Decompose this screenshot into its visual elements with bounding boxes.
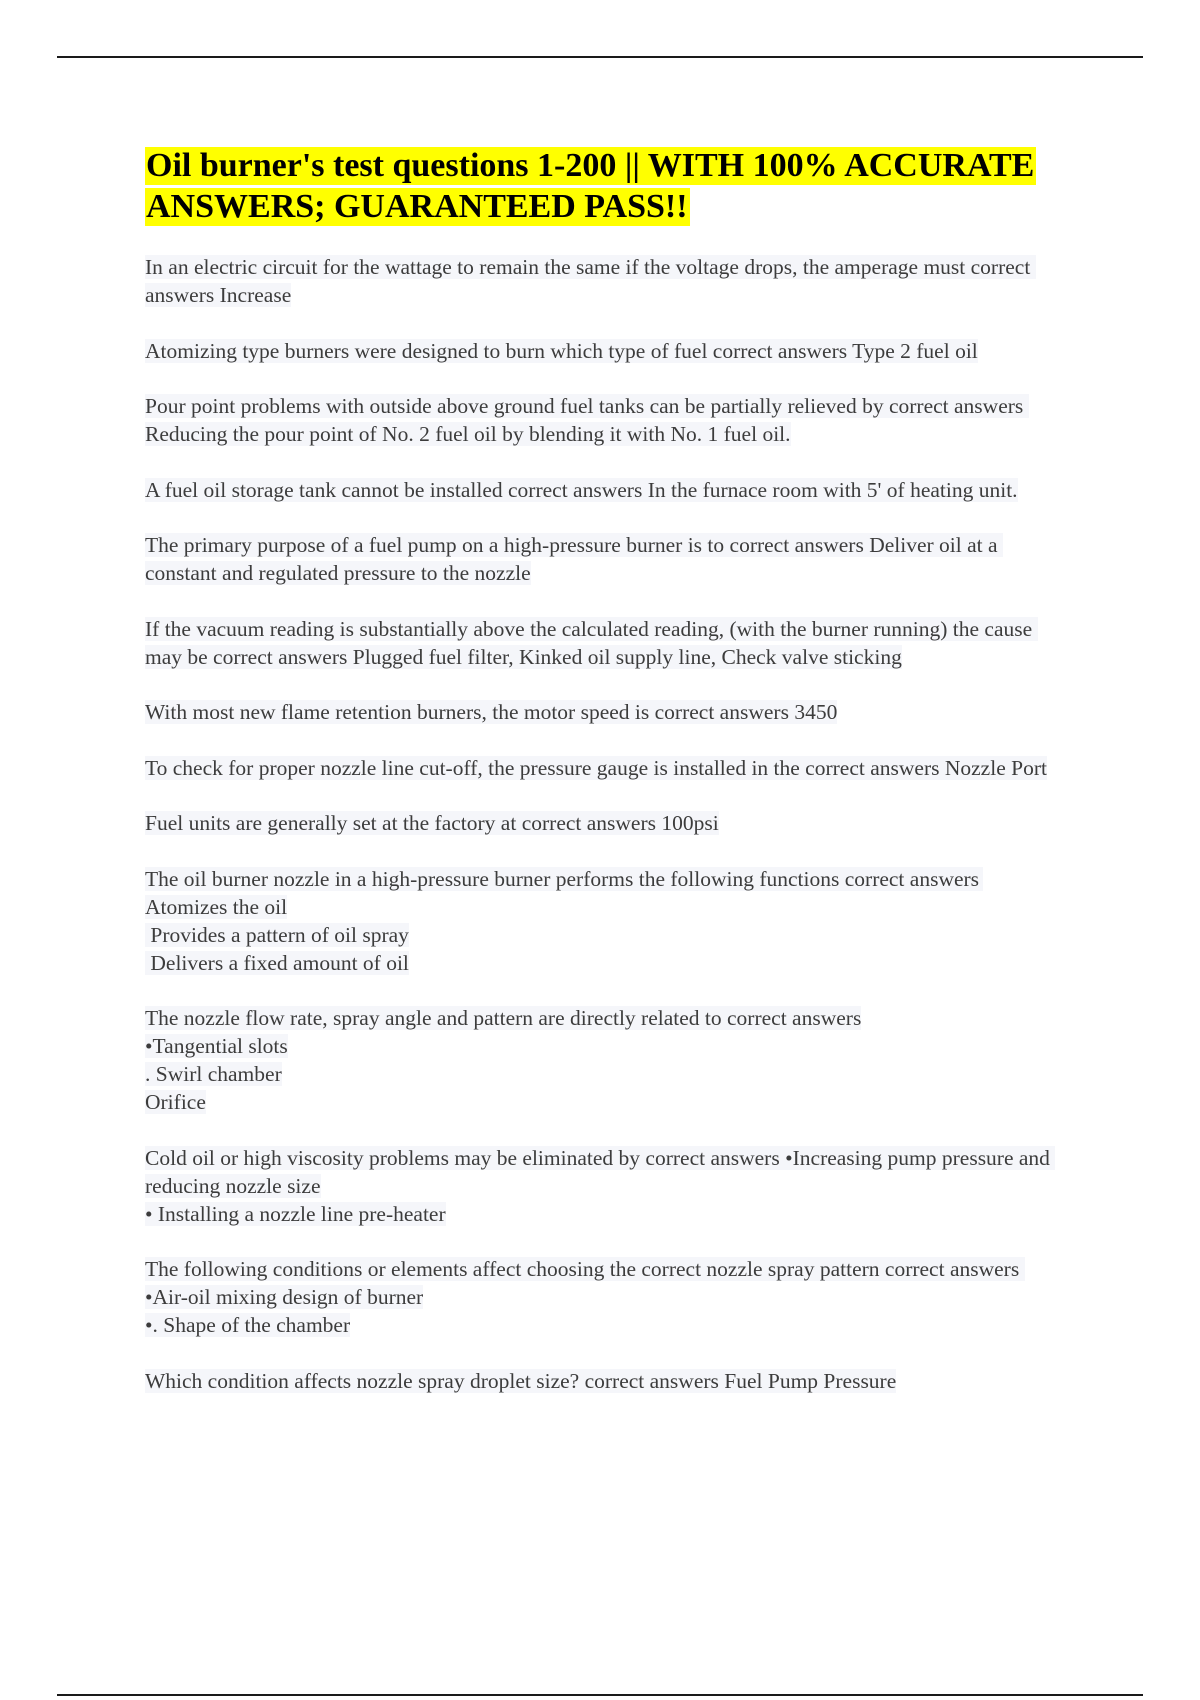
question-text: Fuel units are generally set at the factory at correct answers 100psi (145, 811, 719, 835)
question-text: The nozzle flow rate, spray angle and pattern are directly related to correct answers (145, 1006, 862, 1030)
document-title: Oil burner's test questions 1-200 || WITH 100% ACCURATE ANSWERS; GUARANTEED PASS!! (146, 147, 1035, 225)
question-text-line (145, 921, 1060, 949)
question-text-line (145, 615, 1060, 671)
question-answer-item (145, 1255, 1060, 1339)
question-answer-item (145, 698, 1060, 726)
question-text: Which condition affects nozzle spray droplet size? correct answers Fuel Pump Pressure (145, 1368, 897, 1393)
question-text-line (145, 809, 1060, 837)
question-answer-item (145, 253, 1060, 309)
question-text-line (145, 1060, 1060, 1088)
question-text: •Tangential slots (145, 1034, 288, 1058)
question-text-line (145, 253, 1060, 309)
question-text-line (145, 754, 1060, 782)
question-answer-item (145, 754, 1060, 782)
question-answer-item (145, 1144, 1060, 1228)
question-text-line (145, 531, 1060, 587)
question-text: Atomizing type burners were designed to burn which type of fuel correct answers Type 2 fuel oil (145, 338, 978, 363)
question-answer-item (145, 476, 1060, 504)
bottom-divider (57, 1694, 1143, 1696)
question-text-line (145, 337, 1060, 365)
top-divider (57, 56, 1143, 58)
question-text-line (145, 1088, 1060, 1116)
question-text-line (145, 865, 1060, 921)
document-body (145, 145, 1060, 1422)
question-text: The oil burner nozzle in a high-pressure burner performs the following functions correct answers Atomizes the oil (145, 866, 984, 919)
question-text: The primary purpose of a fuel pump on a high-pressure burner is to correct answers Deliver oil at a constant and regulated pressure to the nozzle (145, 533, 1003, 585)
question-text-line (145, 476, 1060, 504)
question-text: Delivers a fixed amount of oil (145, 950, 409, 975)
question-answer-item (145, 392, 1060, 448)
question-text: With most new flame retention burners, the motor speed is correct answers 3450 (145, 700, 838, 724)
question-text-line (145, 1200, 1060, 1228)
question-answer-item (145, 809, 1060, 837)
question-answer-item (145, 615, 1060, 671)
question-text: The following conditions or elements affect choosing the correct nozzle spray pattern correct answers •Air-oil mixing design of burner (145, 1257, 1025, 1309)
question-text-line (145, 1004, 1060, 1032)
question-text: In an electric circuit for the wattage to remain the same if the voltage drops, the amperage must correct answers Increase (145, 255, 1036, 307)
question-text-line (145, 949, 1060, 977)
question-text-line (145, 1255, 1060, 1311)
question-answer-item (145, 1367, 1060, 1395)
question-text-line (145, 1367, 1060, 1395)
question-text-line (145, 1144, 1060, 1200)
question-text: • Installing a nozzle line pre-heater (145, 1201, 446, 1226)
question-answer-item (145, 1004, 1060, 1116)
question-text: Pour point problems with outside above ground fuel tanks can be partially relieved by correct answers Reducing the pour point of No. 2 fuel oil by blending it with No. 1 fuel oil. (145, 394, 1029, 446)
question-list (145, 253, 1060, 1395)
question-text: If the vacuum reading is substantially above the calculated reading, (with the burner running) the cause may be correct answers Plugged fuel filter, Kinked oil supply line, Check valve sticking (145, 616, 1038, 669)
question-answer-item (145, 337, 1060, 365)
question-text-line (145, 1032, 1060, 1060)
question-answer-item (145, 865, 1060, 977)
question-text-line (145, 1311, 1060, 1339)
question-text: To check for proper nozzle line cut-off, the pressure gauge is installed in the correct answers Nozzle Port (145, 755, 1047, 780)
question-text: Provides a pattern of oil spray (145, 922, 409, 947)
question-text-line (145, 698, 1060, 726)
question-text: Orifice (145, 1090, 206, 1114)
question-answer-item (145, 531, 1060, 587)
question-text: Cold oil or high viscosity problems may be eliminated by correct answers •Increasing pump pressure and reducing nozzle size (145, 1145, 1056, 1198)
question-text-line (145, 392, 1060, 448)
question-text: . Swirl chamber (145, 1062, 282, 1086)
question-text: •. Shape of the chamber (145, 1313, 351, 1337)
question-text: A fuel oil storage tank cannot be installed correct answers In the furnace room with 5' of heating unit. (145, 477, 1018, 502)
